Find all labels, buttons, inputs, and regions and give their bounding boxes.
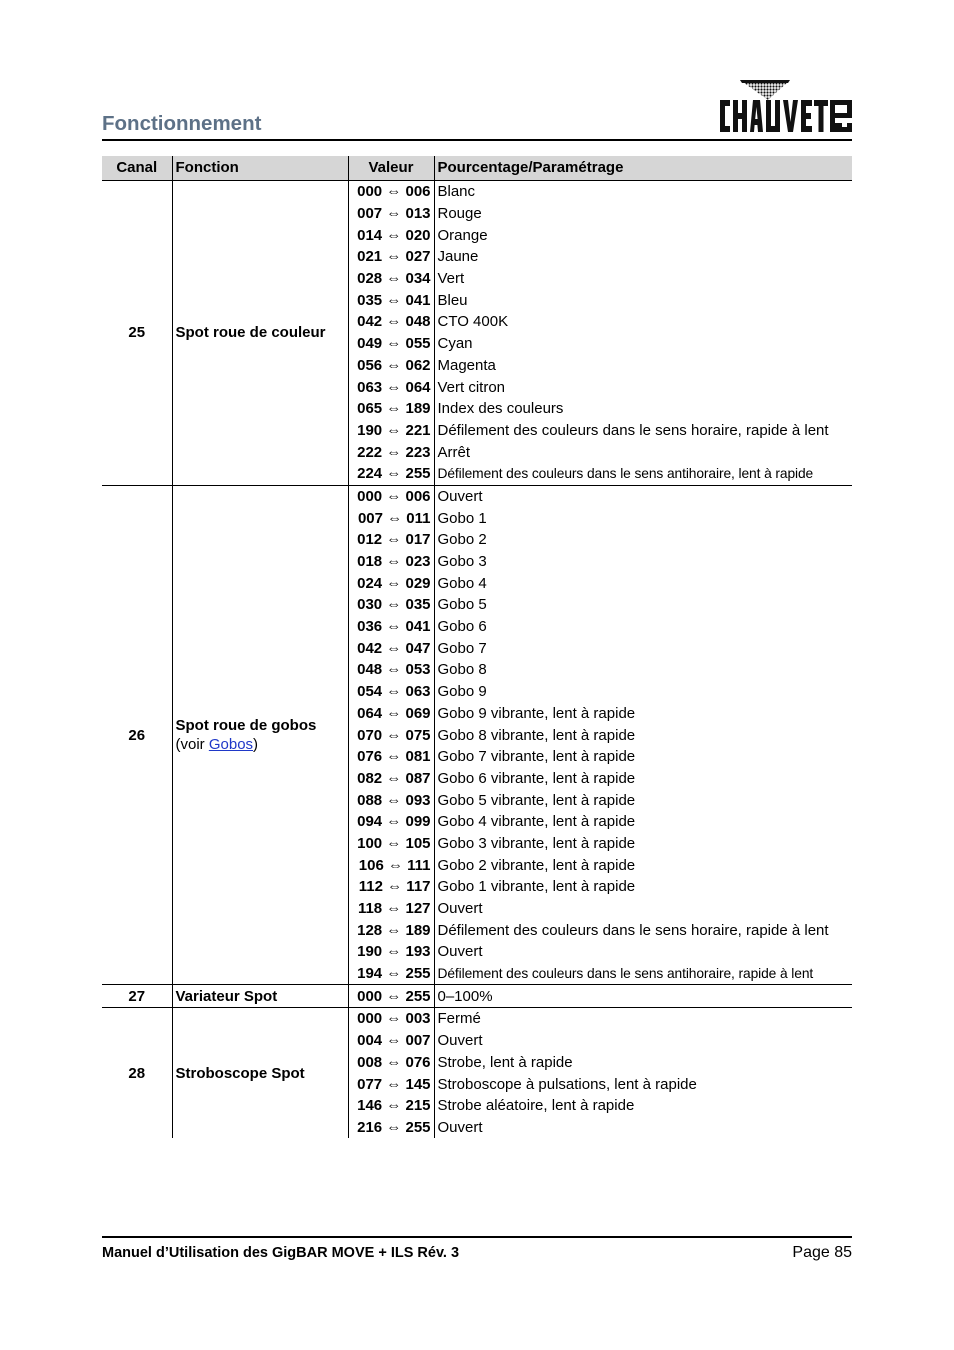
dmx-value-range: 112 ⇔ 117 [348, 876, 434, 898]
setting-description: Gobo 7 [434, 637, 852, 659]
dmx-value-range: 030 ⇔ 035 [348, 594, 434, 616]
channel-function [172, 1008, 348, 1139]
dmx-value-range: 018 ⇔ 023 [348, 551, 434, 573]
dmx-value-range: 128 ⇔ 189 [348, 919, 434, 941]
dmx-value-range: 094 ⇔ 099 [348, 811, 434, 833]
dmx-value-range: 194 ⇔ 255 [348, 963, 434, 985]
setting-description: Blanc [434, 181, 852, 203]
dmx-value-range: 049 ⇔ 055 [348, 333, 434, 355]
setting-description: Gobo 3 [434, 551, 852, 573]
channel-number: 26 [102, 485, 172, 985]
setting-description: Gobo 6 vibrante, lent à rapide [434, 768, 852, 790]
dmx-value-range: 216 ⇔ 255 [348, 1117, 434, 1139]
function-note-suffix: ) [253, 736, 259, 754]
footer-manual-title: Manuel d’Utilisation des GigBAR MOVE + ILS Rév. 3 [102, 1245, 460, 1261]
channel-number: 27 [102, 985, 172, 1008]
channel-number: 25 [102, 181, 172, 486]
dmx-value-range: 056 ⇔ 062 [348, 355, 434, 377]
setting-description: Gobo 7 vibrante, lent à rapide [434, 746, 852, 768]
dmx-value-range: 070 ⇔ 075 [348, 724, 434, 746]
column-header-valeur: Valeur [348, 156, 434, 181]
dmx-value-range: 076 ⇔ 081 [348, 746, 434, 768]
dmx-value-range: 048 ⇔ 053 [348, 659, 434, 681]
dmx-value-range: 077 ⇔ 145 [348, 1073, 434, 1095]
setting-description: Vert [434, 268, 852, 290]
dmx-value-range: 088 ⇔ 093 [348, 789, 434, 811]
dmx-value-range: 000 ⇔ 006 [348, 181, 434, 203]
dmx-channel-table [102, 156, 852, 1138]
dmx-value-range: 000 ⇔ 255 [348, 985, 434, 1008]
dmx-value-range: 190 ⇔ 193 [348, 941, 434, 963]
setting-description: Ouvert [434, 1117, 852, 1139]
column-header-canal: Canal [102, 156, 172, 181]
setting-description: Rouge [434, 203, 852, 225]
setting-description: Gobo 8 [434, 659, 852, 681]
setting-description: Strobe aléatoire, lent à rapide [434, 1095, 852, 1117]
dmx-value-range: 100 ⇔ 105 [348, 833, 434, 855]
column-header-fonction: Fonction [172, 156, 348, 181]
dmx-value-range: 007 ⇔ 011 [348, 507, 434, 529]
setting-description: Arrêt [434, 441, 852, 463]
setting-description: Gobo 4 vibrante, lent à rapide [434, 811, 852, 833]
channel-function [172, 485, 348, 985]
column-header-parametrage: Pourcentage/Paramétrage [434, 156, 852, 181]
table-row [102, 985, 852, 1008]
setting-description: Stroboscope à pulsations, lent à rapide [434, 1073, 852, 1095]
dmx-value-range: 000 ⇔ 003 [348, 1008, 434, 1030]
table-body [102, 181, 852, 1139]
setting-description: Ouvert [434, 1030, 852, 1052]
dmx-value-range: 063 ⇔ 064 [348, 376, 434, 398]
dmx-value-range: 004 ⇔ 007 [348, 1030, 434, 1052]
setting-description: Strobe, lent à rapide [434, 1052, 852, 1074]
gobos-link[interactable]: Gobos [208, 736, 254, 754]
setting-description: CTO 400K [434, 311, 852, 333]
dmx-value-range: 146 ⇔ 215 [348, 1095, 434, 1117]
function-note-prefix: (voir [175, 736, 209, 754]
dmx-value-range: 054 ⇔ 063 [348, 681, 434, 703]
dmx-value-range: 064 ⇔ 069 [348, 703, 434, 725]
setting-description: Gobo 2 vibrante, lent à rapide [434, 854, 852, 876]
setting-description: Gobo 4 [434, 572, 852, 594]
setting-description: Fermé [434, 1008, 852, 1030]
table-row [102, 485, 852, 507]
setting-description: Gobo 2 [434, 529, 852, 551]
channel-function [172, 181, 348, 486]
header-divider [102, 139, 852, 141]
setting-description: Défilement des couleurs dans le sens antihoraire, lent à rapide [434, 463, 852, 485]
setting-description: 0–100% [434, 985, 852, 1008]
setting-description: Gobo 8 vibrante, lent à rapide [434, 724, 852, 746]
dmx-value-range: 007 ⇔ 013 [348, 203, 434, 225]
setting-description: Vert citron [434, 376, 852, 398]
dmx-value-range: 190 ⇔ 221 [348, 420, 434, 442]
setting-description: Cyan [434, 333, 852, 355]
dmx-value-range: 082 ⇔ 087 [348, 768, 434, 790]
dmx-value-range: 012 ⇔ 017 [348, 529, 434, 551]
setting-description: Gobo 5 vibrante, lent à rapide [434, 789, 852, 811]
dmx-value-range: 118 ⇔ 127 [348, 898, 434, 920]
setting-description: Gobo 9 [434, 681, 852, 703]
setting-description: Gobo 9 vibrante, lent à rapide [434, 703, 852, 725]
table-row [102, 181, 852, 203]
table-header-row [102, 156, 852, 181]
dmx-value-range: 222 ⇔ 223 [348, 441, 434, 463]
channel-number: 28 [128, 1064, 146, 1082]
page-section-title: Fonctionnement [102, 112, 262, 135]
dmx-value-range: 000 ⇔ 006 [348, 485, 434, 507]
setting-description: Ouvert [434, 898, 852, 920]
dmx-value-range: 224 ⇔ 255 [348, 463, 434, 485]
footer-divider [102, 1236, 852, 1238]
setting-description: Gobo 3 vibrante, lent à rapide [434, 833, 852, 855]
dmx-value-range: 106 ⇔ 111 [348, 854, 434, 876]
dmx-value-range: 028 ⇔ 034 [348, 268, 434, 290]
function-label: Spot roue de couleur [175, 324, 326, 342]
setting-description: Ouvert [434, 485, 852, 507]
setting-description: Jaune [434, 246, 852, 268]
dmx-value-range: 008 ⇔ 076 [348, 1052, 434, 1074]
setting-description: Gobo 6 [434, 616, 852, 638]
setting-description: Ouvert [434, 941, 852, 963]
setting-description: Magenta [434, 355, 852, 377]
setting-description: Défilement des couleurs dans le sens horaire, rapide à lent [434, 420, 852, 442]
setting-description: Défilement des couleurs dans le sens horaire, rapide à lent [434, 919, 852, 941]
dmx-value-range: 042 ⇔ 048 [348, 311, 434, 333]
function-label: Spot roue de gobos [175, 717, 317, 735]
setting-description: Index des couleurs [434, 398, 852, 420]
setting-description: Bleu [434, 289, 852, 311]
dmx-value-range: 035 ⇔ 041 [348, 289, 434, 311]
setting-description: Gobo 5 [434, 594, 852, 616]
table-row [102, 1008, 852, 1030]
setting-description: Gobo 1 [434, 507, 852, 529]
chauvet-dj-logo [706, 76, 854, 138]
dmx-value-range: 036 ⇔ 041 [348, 616, 434, 638]
channel-function [172, 985, 348, 1008]
dmx-value-range: 042 ⇔ 047 [348, 637, 434, 659]
dmx-value-range: 021 ⇔ 027 [348, 246, 434, 268]
function-label: Variateur Spot [175, 987, 278, 1005]
setting-description: Défilement des couleurs dans le sens antihoraire, rapide à lent [434, 963, 852, 985]
footer-page-number: Page 85 [792, 1244, 852, 1261]
dmx-value-range: 024 ⇔ 029 [348, 572, 434, 594]
dmx-value-range: 014 ⇔ 020 [348, 224, 434, 246]
setting-description: Orange [434, 224, 852, 246]
dmx-value-range: 065 ⇔ 189 [348, 398, 434, 420]
function-label: Stroboscope Spot [175, 1064, 305, 1082]
setting-description: Gobo 1 vibrante, lent à rapide [434, 876, 852, 898]
